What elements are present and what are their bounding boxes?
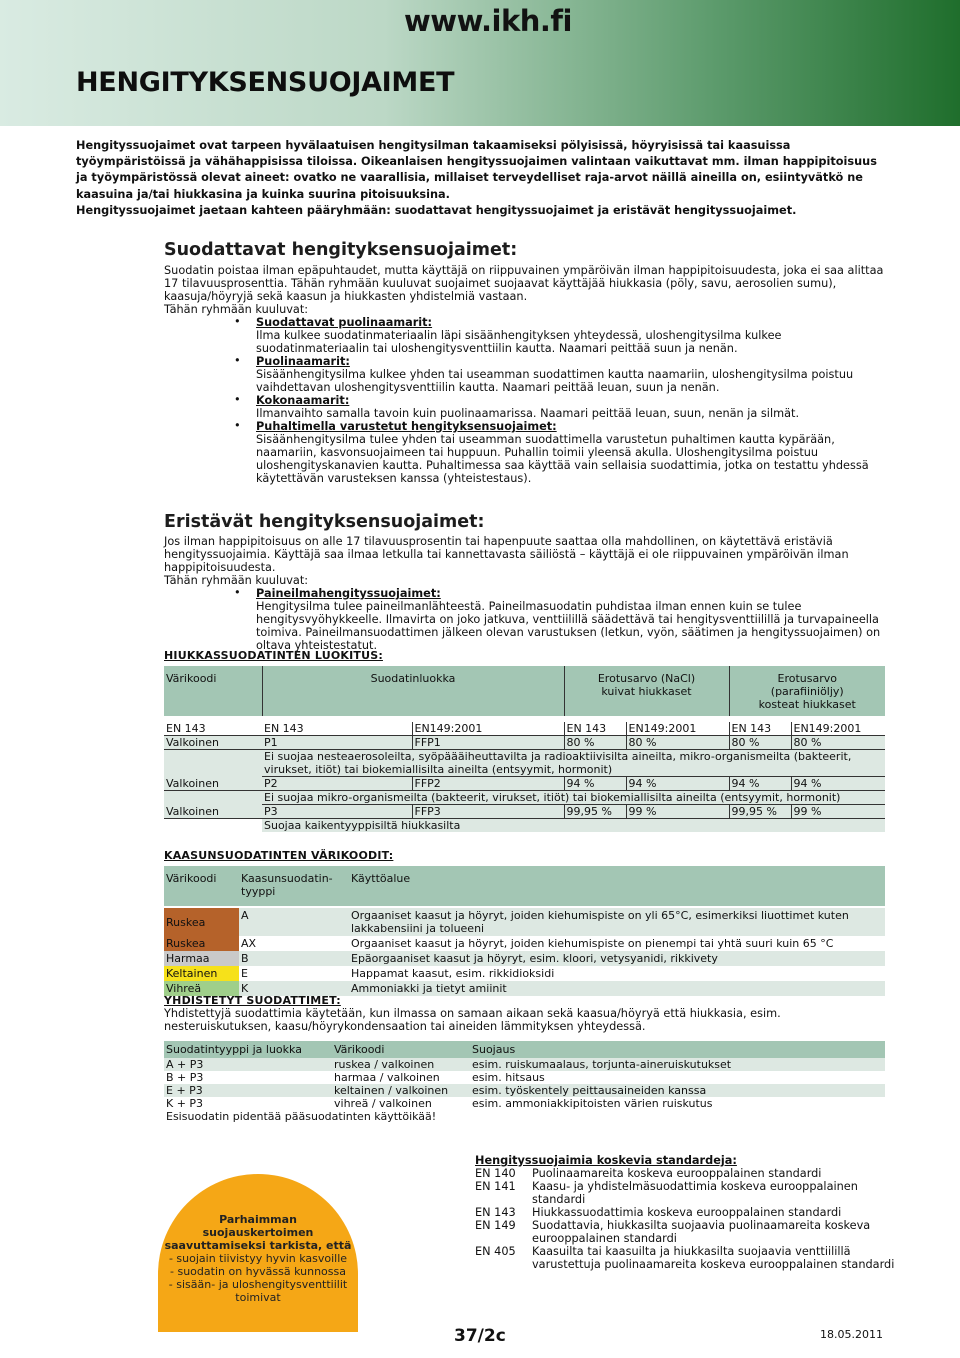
combined-heading: YHDISTETYT SUODATTIMET: — [164, 994, 341, 1007]
table-cell: esim. ammoniakkipitoisten värien ruiskutus — [472, 1097, 713, 1110]
table-row — [164, 805, 885, 819]
tip-badge-item: - suojain tiivistyy hyvin kasvoille — [168, 1252, 348, 1265]
combined-table-head — [164, 1041, 885, 1058]
standards-row — [164, 722, 885, 736]
table-row — [164, 908, 885, 936]
col-header: Suodatintyyppi ja luokka — [164, 1041, 332, 1058]
table-cell: EN149:2001 — [626, 722, 729, 736]
filtering-section — [164, 264, 888, 485]
bullet-icon: • — [234, 315, 241, 328]
table-cell: P1 — [262, 736, 412, 750]
table-cell: 94 % — [564, 777, 626, 791]
col-header: Suodatinluokka — [262, 666, 564, 716]
standard-text: Suodattavia, hiukkasilta suojaavia puolinaamareita koskeva eurooppalainen standardi — [532, 1219, 871, 1245]
table-cell: esim. työskentely peittausaineiden kanssa — [472, 1084, 707, 1097]
table-cell: 80 % — [791, 736, 885, 750]
table-cell: 80 % — [564, 736, 626, 750]
filtering-item-title: Puhaltimella varustetut hengityksensuojaimet: — [256, 420, 557, 433]
table-cell: P3 — [262, 805, 412, 819]
isolating-section — [164, 535, 888, 652]
col-header: Erotusarvo (NaCl) kuivat hiukkaset — [564, 666, 729, 716]
filtering-item-title: Kokonaamarit: — [256, 394, 350, 407]
col-header: Käyttöalue — [349, 866, 885, 906]
combined-table — [164, 1041, 885, 1123]
filtering-item-title: Suodattavat puolinaamarit: — [256, 316, 433, 329]
table-cell: 94 % — [626, 777, 729, 791]
col-header: Värikoodi — [332, 1041, 470, 1058]
table-cell: A + P3 — [166, 1058, 204, 1071]
table-cell: EN 143 — [164, 722, 262, 736]
standard-code: EN 405 — [475, 1245, 516, 1258]
filtering-item — [164, 316, 888, 355]
site-url[interactable]: www.ikh.fi — [404, 4, 572, 38]
color-swatch: Ruskea — [164, 908, 239, 936]
table-row — [164, 777, 885, 791]
tip-badge-item: - suodatin on hyvässä kunnossa — [170, 1265, 346, 1278]
combined-text: Yhdistettyjä suodattimia käytetään, kun ilmassa on samaan aikaan sekä kaasua/höyryä että hiukkasia, esim. nesteruiskutuksen, kaasu/höyrykondensaation tai aineiden lämmityksen yhteydessä. — [164, 1007, 781, 1033]
filtering-item-text: Sisäänhengitysilma kulkee yhden tai useamman suodattimen kautta naamariin, uloshengitysilma poistuu vaihdettavan uloshengitysventtiilin kautta. Naamari peittää leuan, suun ja nenän. — [256, 368, 854, 394]
isolating-item-text: Hengitysilma tulee paineilmanlähteestä. Paineilmasuodatin puhdistaa ilman ennen kuin se tulee hengitysvyöhykkeelle. Ilmavirta on joko jatkuva, venttiilillä säädettävä tai hengitysventtiilillä ja turvapaineella toimiva. Paineilmansuodattimen jälkeen olevan varustuksen (letkun, vyön, säätimen ja hengityssuojaimen) on oltava yhteistestatut. — [256, 600, 881, 652]
table-cell: 99 % — [791, 805, 885, 819]
table-row — [164, 966, 885, 981]
standard-text: Hiukkassuodattimia koskeva eurooppalainen standardi — [532, 1206, 842, 1219]
table-note: Ei suojaa mikro-organismeilta (bakteerit, virukset, itiöt) tai biokemiallisilta aineilta (entsyymit, hormonit) — [262, 791, 885, 805]
table-note: Suojaa kaikentyyppisiltä hiukkasilta — [264, 819, 461, 832]
table-row — [164, 1058, 885, 1071]
table-cell: K — [241, 982, 249, 995]
table-cell: EN149:2001 — [412, 722, 564, 736]
table-cell: B + P3 — [166, 1071, 204, 1084]
color-cell: Valkoinen — [164, 805, 262, 819]
tip-badge-title: Parhaimman suojauskertoimen saavuttamiseksi tarkista, että — [164, 1213, 352, 1252]
table-cell: EN149:2001 — [791, 722, 885, 736]
color-cell: Valkoinen — [164, 736, 262, 750]
table-note: Ei suojaa nesteaerosoleilta, syöpäääiheuttavilta ja radioaktiivisilta aineilta, mikro-organismeilta (bakteerit, virukset, itiöt) tai biokemiallisilta aineilta (entsyymit, hormonit) — [262, 750, 885, 777]
table-cell: FFP1 — [412, 736, 564, 750]
table-cell: EN 143 — [262, 722, 412, 736]
table-cell: keltainen / valkoinen — [334, 1084, 449, 1097]
table-cell: E — [241, 967, 248, 980]
standard-text: Kaasuilta tai kaasuilta ja hiukkasilta suojaavia venttiilillä varustettuja puolinaamareita koskeva eurooppalainen standardi — [532, 1245, 895, 1271]
table-cell: B — [241, 952, 249, 965]
table-cell: 94 % — [729, 777, 791, 791]
standard-text: Puolinaamareita koskeva eurooppalainen standardi — [532, 1167, 822, 1180]
standard-item — [475, 1219, 895, 1245]
page-title: HENGITYKSENSUOJAIMET — [76, 67, 455, 98]
table-note-row — [164, 819, 885, 833]
table-cell: ruskea / valkoinen — [334, 1058, 435, 1071]
color-swatch: Ruskea — [164, 936, 239, 951]
gas-table — [164, 866, 885, 996]
standard-code: EN 143 — [475, 1206, 516, 1219]
color-swatch: Vihreä — [164, 981, 239, 996]
table-cell: Orgaaniset kaasut ja höyryt, joiden kiehumispiste on yli 65°C, esimerkiksi liuottimet kuten lakkabensiini ja tolueeni — [351, 909, 849, 935]
bullet-icon: • — [234, 586, 241, 599]
isolating-item — [164, 587, 888, 652]
table-cell: 99 % — [626, 805, 729, 819]
particle-table-head — [164, 666, 885, 716]
standard-item — [475, 1167, 895, 1180]
table-cell: esim. ruiskumaalaus, torjunta-aineruiskutukset — [472, 1058, 732, 1071]
tip-badge-item: - sisään- ja uloshengitysventtiilit toimivat — [168, 1278, 348, 1304]
table-cell: 99,95 % — [564, 805, 626, 819]
standards-list — [475, 1154, 895, 1271]
page-number: 37/2c — [454, 1326, 506, 1346]
standard-code: EN 140 — [475, 1167, 516, 1180]
particle-table — [164, 666, 885, 832]
table-cell: A — [241, 909, 249, 922]
filtering-text: Suodatin poistaa ilman epäpuhtaudet, mutta käyttäjä on riippuvainen ympäröivän ilman happipitoisuudesta, joka ei saa alittaa 17 tilavuusprosenttia. Tähän ryhmään kuuluvat suojaimet suojaavat käyttäjää hiukkasia (pöly, savu, aerosolien sumu), kaasuja/höyryjä sekä kaasun ja hiukkasten yhdistelmiä vastaan. — [164, 264, 884, 303]
col-header: Kaasunsuodatin-tyyppi — [239, 866, 349, 906]
col-header: Värikoodi — [164, 666, 262, 716]
table-row — [164, 1097, 885, 1110]
table-cell: 80 % — [729, 736, 791, 750]
filtering-item-text: Ilma kulkee suodatinmateriaalin läpi sisäänhengityksen yhteydessä, uloshengitysilma kulkee suodatinmateriaalin tai uloshengitysventtiilin kautta. Naamari peittää suun ja nenän. — [256, 329, 782, 355]
table-cell: Happamat kaasut, esim. rikkidioksidi — [351, 967, 555, 980]
gas-table-head — [164, 866, 885, 906]
table-cell: FFP2 — [412, 777, 564, 791]
standard-item — [475, 1245, 895, 1271]
intro-paragraph-2: Hengityssuojaimet jaetaan kahteen pääryhmään: suodattavat hengityssuojaimet ja eristävät hengityssuojaimet. — [76, 203, 797, 217]
intro-text — [76, 138, 888, 219]
col-header: Värikoodi — [164, 866, 239, 906]
filtering-item — [164, 355, 888, 394]
color-swatch: Keltainen — [164, 966, 239, 981]
table-cell: Epäorgaaniset kaasut ja höyryt, esim. kloori, vetysyanidi, rikkivety — [351, 952, 718, 965]
filtering-heading: Suodattavat hengityksensuojaimet: — [164, 240, 518, 260]
filtering-item — [164, 394, 888, 420]
table-row — [164, 736, 885, 750]
table-cell: P2 — [262, 777, 412, 791]
filtering-item — [164, 420, 888, 485]
filtering-item-text: Ilmanvaihto samalla tavoin kuin puolinaamarissa. Naamari peittää leuan, suun, nenän ja silmät. — [256, 407, 800, 420]
bullet-icon: • — [234, 419, 241, 432]
table-cell: AX — [241, 937, 257, 950]
table-cell: vihreä / valkoinen — [334, 1097, 432, 1110]
intro-paragraph-1: Hengityssuojaimet ovat tarpeen hyvälaatuisen hengitysilman takaamiseksi pölyisissä, höyryisissä tai kaasuissa työympäristöissä ja vähähappisissa tiloissa. Oikeanlaisen hengityssuojaimen valintaan vaikuttavat mm. ilman happipitoisuus ja työympäristössä olevat aineet: ovatko ne vaarallisia, millaiset terveydelliset raja-arvot näillä aineilla on, esiintyvätkö ne kaasuina ja/tai hiukkasina ja kuinka suurina pitoisuuksina. — [76, 139, 877, 201]
filtering-item-text: Sisäänhengitysilma tulee yhden tai useamman suodattimella varustetun puhaltimen kautta kypärään, naamariin, kasvonsuojaimeen tai huppuun. Puhallin toimii yleensä akulla. Uloshengitysilma poistuu uloshengityskanavien kautta. Puhaltimessa saa käyttää vain sellaisia suodattimia, jotka on testattu yhdessä käytettävän varusteksen kanssa (yhteistestaus). — [256, 433, 869, 485]
table-row — [164, 951, 885, 966]
table-cell: harmaa / valkoinen — [334, 1071, 440, 1084]
isolating-item-title: Paineilmahengityssuojaimet: — [256, 587, 441, 600]
color-cell: Valkoinen — [164, 777, 262, 791]
standard-text: Kaasu- ja yhdistelmäsuodattimia koskeva eurooppalainen standardi — [532, 1180, 858, 1206]
isolating-lead: Tähän ryhmään kuuluvat: — [164, 574, 309, 587]
col-header: Suojaus — [470, 1041, 885, 1058]
footer-date: 18.05.2011 — [820, 1328, 883, 1341]
table-row — [164, 936, 885, 951]
table-row — [164, 1084, 885, 1097]
color-swatch: Harmaa — [164, 951, 239, 966]
tip-badge-text — [162, 1213, 354, 1304]
table-cell: esim. hitsaus — [472, 1071, 545, 1084]
isolating-heading: Eristävät hengityksensuojaimet: — [164, 512, 485, 532]
table-cell: 94 % — [791, 777, 885, 791]
standard-item — [475, 1180, 895, 1206]
bullet-icon: • — [234, 354, 241, 367]
isolating-text: Jos ilman happipitoisuus on alle 17 tilavuusprosentin tai hapenpuute saattaa olla mahdollinen, on käytettävä eristäviä hengityssuojaimia. Käyttäjä saa ilmaa letkulla tai kannettavasta säiliöstä – käyttäjä ei ole riippuvainen ympäröivän ilman happipitoisuudesta. — [164, 535, 849, 574]
table-cell: E + P3 — [166, 1084, 203, 1097]
filtering-item-title: Puolinaamarit: — [256, 355, 350, 368]
standard-code: EN 141 — [475, 1180, 516, 1193]
table-cell: EN 143 — [729, 722, 791, 736]
col-header: Erotusarvo (parafiiniöljy) kosteat hiukkaset — [729, 666, 885, 716]
table-cell: 80 % — [626, 736, 729, 750]
filtering-lead: Tähän ryhmään kuuluvat: — [164, 303, 309, 316]
table-cell: 99,95 % — [729, 805, 791, 819]
standard-code: EN 149 — [475, 1219, 516, 1232]
table-cell: EN 143 — [564, 722, 626, 736]
table-cell: FFP3 — [412, 805, 564, 819]
combined-note: Esisuodatin pidentää pääsuodatinten käyttöikää! — [166, 1110, 437, 1123]
table-cell: K + P3 — [166, 1097, 204, 1110]
table-cell: Ammoniakki ja tietyt amiinit — [351, 982, 507, 995]
table-note-row — [164, 750, 885, 777]
gas-heading: KAASUNSUODATINTEN VÄRIKOODIT: — [164, 849, 394, 862]
table-row — [164, 1071, 885, 1084]
bullet-icon: • — [234, 393, 241, 406]
standards-heading: Hengityssuojaimia koskevia standardeja: — [475, 1154, 737, 1167]
particle-heading: HIUKKASSUODATINTEN LUOKITUS: — [164, 649, 383, 662]
table-note-row — [164, 791, 885, 805]
standard-item — [475, 1206, 895, 1219]
table-cell: Orgaaniset kaasut ja höyryt, joiden kiehumispiste on pienempi tai yhtä suuri kuin 65 °C — [351, 937, 834, 950]
table-row — [164, 1110, 885, 1123]
